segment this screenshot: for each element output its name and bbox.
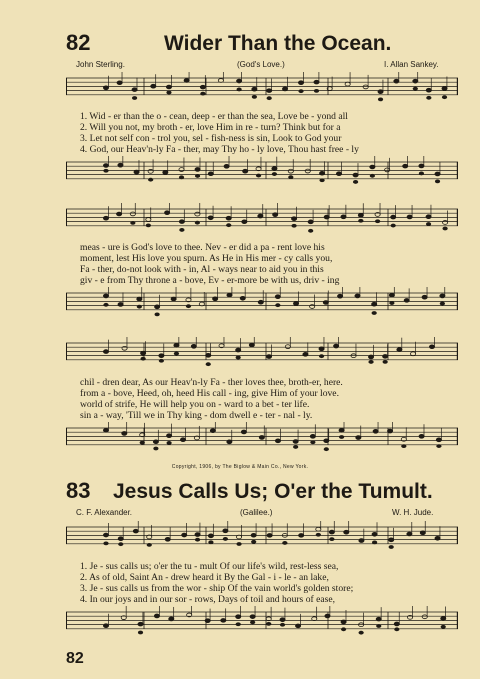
verse-line: 2. Will you not, my broth - er, love Him in re - turn? Think but for a xyxy=(80,122,341,133)
verse-line: 2. As of old, Saint An - drew heard it By the Gal - i - le - an lake, xyxy=(80,572,329,583)
hymn-83-lyrics-1 xyxy=(80,561,458,605)
hymn-83-bass-staff-1 xyxy=(66,606,458,646)
staff-notation xyxy=(66,422,458,462)
verse-line: chil - dren dear, As our Heav'n-ly Fa - ther loves thee, broth-er, here. xyxy=(80,377,343,388)
staff-notation xyxy=(66,521,458,561)
hymn-82-bass-staff-3 xyxy=(66,422,458,462)
hymn-82-treble-staff-1 xyxy=(66,72,458,112)
verse-line: world of strife, He will help you on - ward to a bet - ter life. xyxy=(80,399,310,410)
verse-line: 1. Wid - er than the o - cean, deep - er than the sea, Love be - yond all xyxy=(80,111,348,122)
verse-line: giv - e from Thy throne a - bove, Ev - er-more be with us, driv - ing xyxy=(80,275,340,286)
staff-notation xyxy=(66,606,458,646)
hymn-82-bass-staff-1 xyxy=(66,156,458,196)
staff-notation xyxy=(66,156,458,196)
verse-line: Fa - ther, do-not look with - in, Al - ways near to aid you in this xyxy=(80,264,324,275)
staff-notation xyxy=(66,287,458,327)
hymn-82-tune: (God's Love.) xyxy=(237,60,285,69)
hymn-82-composer: I. Allan Sankey. xyxy=(384,60,439,69)
hymn-82-treble-staff-3 xyxy=(66,337,458,377)
hymn-83-tune: (Galilee.) xyxy=(240,508,273,517)
hymn-83-composer: W. H. Jude. xyxy=(392,508,434,517)
verse-line: moment, lest His love you spurn. As He in His mer - cy calls you, xyxy=(80,253,333,264)
hymn-82-lyrics-1 xyxy=(80,111,458,155)
hymn-82-author: John Sterling. xyxy=(76,60,125,69)
hymn-82-treble-staff-2 xyxy=(66,203,458,243)
verse-line: 3. Let not self con - trol you, sel - fish-ness is sin, Look to God your xyxy=(80,133,342,144)
verse-line: 4. God, our Heav'n-ly Fa - ther, may Thy ho - ly love, Thou hast free - ly xyxy=(80,144,359,155)
verse-line: 1. Je - sus calls us; o'er the tu - mult Of our life's wild, rest-less sea, xyxy=(80,561,339,572)
hymn-82-number: 82 xyxy=(66,30,91,55)
verse-line: 3. Je - sus calls us from the wor - ship Of the vain world's golden store; xyxy=(80,583,354,594)
hymn-83-author: C. F. Alexander. xyxy=(76,508,133,517)
verse-line: sin a - way, 'Till we in Thy king - dom dwell e - ter - nal - ly. xyxy=(80,410,313,421)
hymn-82-copyright: Copyright, 1906, by The Biglow & Main Co., New York. xyxy=(171,464,309,470)
verse-line: meas - ure is God's love to thee. Nev - er did a pa - rent love his xyxy=(80,242,325,253)
page-number: 82 xyxy=(66,650,84,667)
verse-line: from a - bove, Heed, oh, heed His call - ing, give Him of your love. xyxy=(80,388,339,399)
staff-notation xyxy=(66,337,458,377)
hymn-82-bass-staff-2 xyxy=(66,287,458,327)
hymn-83-title: Jesus Calls Us; O'er the Tumult. xyxy=(113,480,433,503)
hymn-82-lyrics-3 xyxy=(80,377,458,421)
staff-notation xyxy=(66,203,458,243)
hymn-83-number: 83 xyxy=(66,478,91,503)
verse-line: 4. In our joys and in our sor - rows, Days of toil and hours of ease, xyxy=(80,594,335,605)
staff-notation xyxy=(66,72,458,112)
hymn-83-treble-staff-1 xyxy=(66,521,458,561)
hymn-82-lyrics-2 xyxy=(80,242,458,286)
hymn-82-title: Wider Than the Ocean. xyxy=(164,32,392,55)
